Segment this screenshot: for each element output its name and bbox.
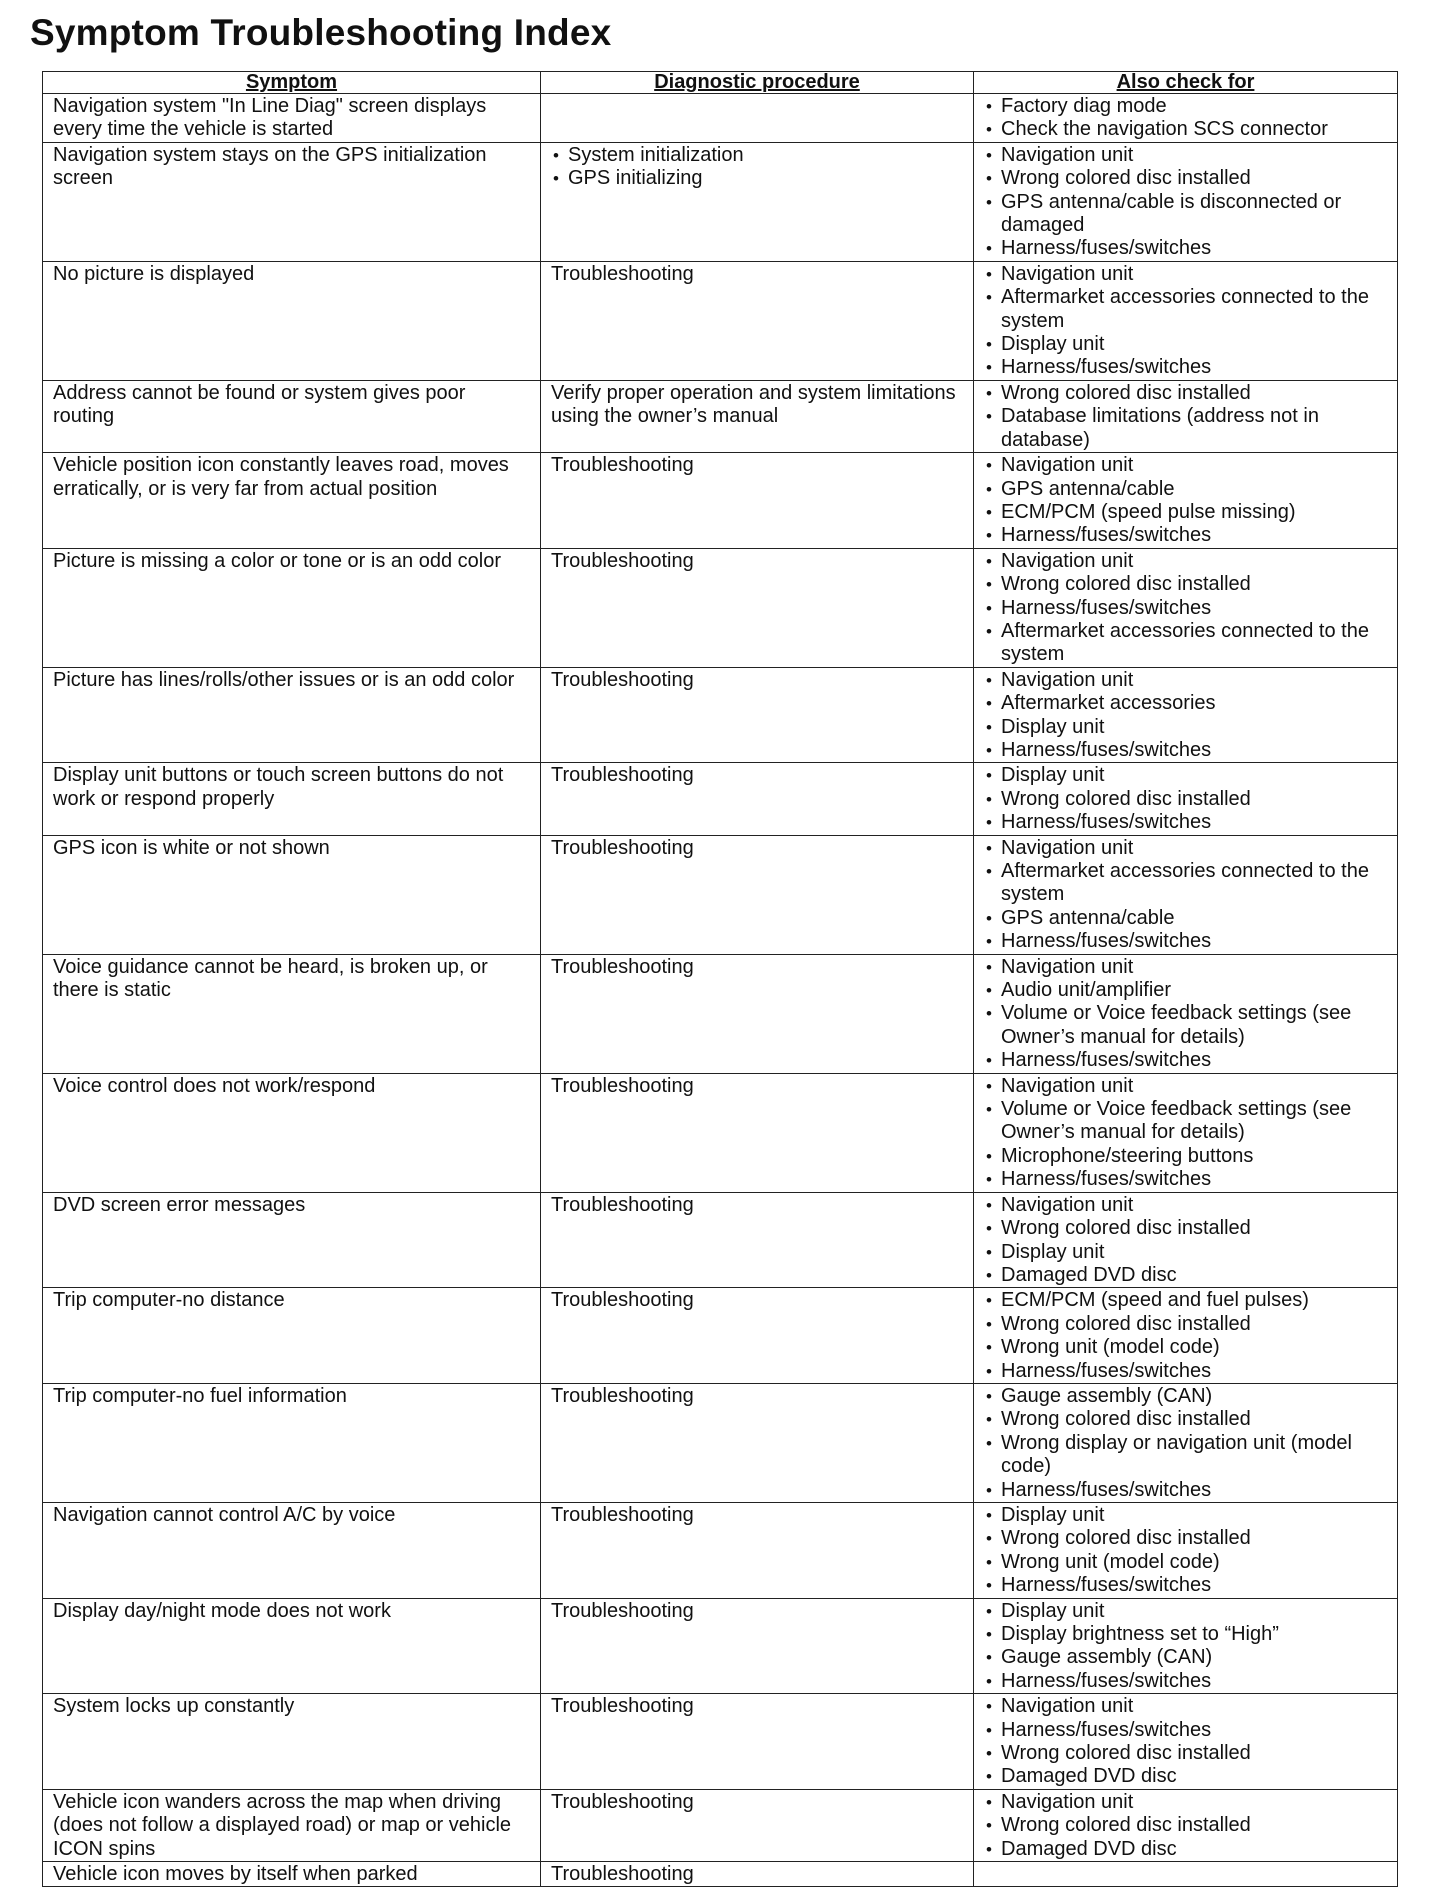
check-list	[984, 95, 1387, 142]
symptom-cell: DVD screen error messages	[43, 1192, 541, 1288]
symptom-cell: Picture is missing a color or tone or is an odd color	[43, 548, 541, 667]
check-item: • Navigation unit	[984, 144, 1387, 167]
check-item: • GPS antenna/cable	[984, 907, 1387, 930]
check-item: • Navigation unit	[984, 550, 1387, 573]
symptom-cell: Voice control does not work/respond	[43, 1073, 541, 1192]
check-item: • Wrong colored disc installed	[984, 1527, 1387, 1550]
check-list	[984, 1791, 1387, 1861]
check-item: • Microphone/steering buttons	[984, 1145, 1387, 1168]
check-item: • Harness/fuses/switches	[984, 1360, 1387, 1383]
procedure-item: • GPS initializing	[551, 167, 963, 190]
check-list	[984, 144, 1387, 261]
table-row	[43, 1383, 1398, 1502]
table-row	[43, 1288, 1398, 1384]
symptom-cell: Voice guidance cannot be heard, is broken up, or there is static	[43, 954, 541, 1073]
also-check-cell	[974, 1288, 1398, 1384]
column-header-symptom: Symptom	[43, 72, 541, 94]
column-header-also-check-for: Also check for	[974, 72, 1398, 94]
check-item: • Wrong colored disc installed	[984, 1814, 1387, 1837]
check-list	[984, 1695, 1387, 1789]
check-item: • Display unit	[984, 1600, 1387, 1623]
symptom-cell: Picture has lines/rolls/other issues or is an odd color	[43, 667, 541, 763]
check-item: • Check the navigation SCS connector	[984, 118, 1387, 141]
check-item: • Wrong colored disc installed	[984, 382, 1387, 405]
check-item: • Display unit	[984, 333, 1387, 356]
check-list	[984, 263, 1387, 380]
check-list	[984, 1504, 1387, 1598]
table-row	[43, 1502, 1398, 1598]
check-item: • Display brightness set to “High”	[984, 1623, 1387, 1646]
table-body	[43, 94, 1398, 1887]
check-item: • Wrong colored disc installed	[984, 1408, 1387, 1431]
also-check-cell	[974, 1383, 1398, 1502]
also-check-cell	[974, 763, 1398, 835]
check-item: • Navigation unit	[984, 1791, 1387, 1814]
also-check-cell	[974, 548, 1398, 667]
diagnostic-procedure-cell: Troubleshooting	[541, 1789, 974, 1861]
diagnostic-procedure-cell: Troubleshooting	[541, 261, 974, 380]
diagnostic-procedure-cell: Troubleshooting	[541, 763, 974, 835]
also-check-cell	[974, 94, 1398, 143]
check-item: • Harness/fuses/switches	[984, 1479, 1387, 1502]
diagnostic-procedure-cell	[541, 94, 974, 143]
check-item: • Wrong unit (model code)	[984, 1336, 1387, 1359]
also-check-cell	[974, 954, 1398, 1073]
check-item: • Volume or Voice feedback settings (see Owner’s manual for details)	[984, 1002, 1387, 1049]
check-list	[984, 956, 1387, 1073]
check-item: • Audio unit/amplifier	[984, 979, 1387, 1002]
also-check-cell	[974, 1694, 1398, 1790]
table-row	[43, 380, 1398, 452]
table-row	[43, 835, 1398, 954]
check-item: • Harness/fuses/switches	[984, 930, 1387, 953]
check-list	[984, 550, 1387, 667]
table-row	[43, 1862, 1398, 1887]
symptom-table	[42, 71, 1398, 1887]
diagnostic-procedure-cell: Troubleshooting	[541, 1192, 974, 1288]
check-list	[984, 382, 1387, 452]
table-row	[43, 1789, 1398, 1861]
check-item: • GPS antenna/cable	[984, 478, 1387, 501]
check-item: • Harness/fuses/switches	[984, 597, 1387, 620]
page-title: Symptom Troubleshooting Index	[30, 12, 612, 53]
check-item: • Wrong colored disc installed	[984, 167, 1387, 190]
check-item: • Harness/fuses/switches	[984, 356, 1387, 379]
check-item: • ECM/PCM (speed pulse missing)	[984, 501, 1387, 524]
check-item: • Wrong colored disc installed	[984, 1313, 1387, 1336]
also-check-cell	[974, 142, 1398, 261]
also-check-cell	[974, 835, 1398, 954]
also-check-cell	[974, 667, 1398, 763]
symptom-cell: Vehicle icon moves by itself when parked	[43, 1862, 541, 1887]
check-item: • Aftermarket accessories	[984, 692, 1387, 715]
check-item: • Harness/fuses/switches	[984, 739, 1387, 762]
check-item: • Factory diag mode	[984, 95, 1387, 118]
symptom-cell: System locks up constantly	[43, 1694, 541, 1790]
symptom-cell: GPS icon is white or not shown	[43, 835, 541, 954]
symptom-cell: Navigation system stays on the GPS initialization screen	[43, 142, 541, 261]
check-item: • Wrong unit (model code)	[984, 1551, 1387, 1574]
check-list	[984, 1075, 1387, 1192]
check-item: • ECM/PCM (speed and fuel pulses)	[984, 1289, 1387, 1312]
check-item: • Wrong colored disc installed	[984, 788, 1387, 811]
also-check-cell	[974, 380, 1398, 452]
check-item: • Navigation unit	[984, 1075, 1387, 1098]
check-item: • Harness/fuses/switches	[984, 1670, 1387, 1693]
check-item: • Damaged DVD disc	[984, 1765, 1387, 1788]
procedure-list	[551, 144, 963, 191]
check-item: • Navigation unit	[984, 669, 1387, 692]
column-header-diagnostic-procedure: Diagnostic procedure	[541, 72, 974, 94]
table-row	[43, 1694, 1398, 1790]
check-item: • Wrong colored disc installed	[984, 573, 1387, 596]
check-list	[984, 1194, 1387, 1288]
check-item: • Damaged DVD disc	[984, 1264, 1387, 1287]
check-list	[984, 1289, 1387, 1383]
diagnostic-procedure-cell: Troubleshooting	[541, 1288, 974, 1384]
check-item: • Damaged DVD disc	[984, 1838, 1387, 1861]
diagnostic-procedure-cell: Troubleshooting	[541, 548, 974, 667]
check-item: • Wrong colored disc installed	[984, 1217, 1387, 1240]
diagnostic-procedure-cell: Troubleshooting	[541, 1862, 974, 1887]
check-list	[984, 837, 1387, 954]
check-item: • Gauge assembly (CAN)	[984, 1646, 1387, 1669]
also-check-cell	[974, 1073, 1398, 1192]
check-item: • Gauge assembly (CAN)	[984, 1385, 1387, 1408]
procedure-item: • System initialization	[551, 144, 963, 167]
diagnostic-procedure-cell: Troubleshooting	[541, 1383, 974, 1502]
table-row	[43, 261, 1398, 380]
symptom-cell: Navigation system "In Line Diag" screen displays every time the vehicle is started	[43, 94, 541, 143]
table-row	[43, 142, 1398, 261]
check-item: • Volume or Voice feedback settings (see Owner’s manual for details)	[984, 1098, 1387, 1145]
check-item: • Aftermarket accessories connected to the system	[984, 620, 1387, 667]
check-list	[984, 1385, 1387, 1502]
symptom-cell: Trip computer-no fuel information	[43, 1383, 541, 1502]
symptom-cell: Display day/night mode does not work	[43, 1598, 541, 1694]
diagnostic-procedure-cell: Troubleshooting	[541, 1502, 974, 1598]
check-item: • Display unit	[984, 764, 1387, 787]
also-check-cell	[974, 1789, 1398, 1861]
check-item: • Harness/fuses/switches	[984, 524, 1387, 547]
diagnostic-procedure-cell: Troubleshooting	[541, 835, 974, 954]
check-item: • Navigation unit	[984, 956, 1387, 979]
check-item: • Harness/fuses/switches	[984, 811, 1387, 834]
symptom-cell: No picture is displayed	[43, 261, 541, 380]
check-item: • Navigation unit	[984, 1695, 1387, 1718]
symptom-cell: Vehicle icon wanders across the map when driving (does not follow a displayed road) or map or vehicle ICON spins	[43, 1789, 541, 1861]
table-row	[43, 667, 1398, 763]
also-check-cell	[974, 1502, 1398, 1598]
table-row	[43, 954, 1398, 1073]
check-item: • Harness/fuses/switches	[984, 1574, 1387, 1597]
also-check-cell	[974, 1192, 1398, 1288]
symptom-cell: Navigation cannot control A/C by voice	[43, 1502, 541, 1598]
symptom-cell: Display unit buttons or touch screen buttons do not work or respond properly	[43, 763, 541, 835]
check-item: • Harness/fuses/switches	[984, 1168, 1387, 1191]
table-row	[43, 1598, 1398, 1694]
check-item: • Wrong display or navigation unit (model code)	[984, 1432, 1387, 1479]
diagnostic-procedure-cell	[541, 142, 974, 261]
symptom-cell: Trip computer-no distance	[43, 1288, 541, 1384]
check-list	[984, 764, 1387, 834]
also-check-cell	[974, 1862, 1398, 1887]
check-item: • Display unit	[984, 1504, 1387, 1527]
check-item: • Aftermarket accessories connected to the system	[984, 860, 1387, 907]
diagnostic-procedure-cell: Troubleshooting	[541, 667, 974, 763]
table-row	[43, 548, 1398, 667]
check-item: • Aftermarket accessories connected to the system	[984, 286, 1387, 333]
check-list	[984, 669, 1387, 763]
diagnostic-procedure-cell: Troubleshooting	[541, 1598, 974, 1694]
diagnostic-procedure-cell: Verify proper operation and system limitations using the owner’s manual	[541, 380, 974, 452]
also-check-cell	[974, 453, 1398, 549]
table-header-row	[43, 72, 1398, 94]
check-list	[984, 1600, 1387, 1694]
check-item: • Harness/fuses/switches	[984, 1719, 1387, 1742]
check-item: • GPS antenna/cable is disconnected or damaged	[984, 191, 1387, 238]
check-item: • Database limitations (address not in database)	[984, 405, 1387, 452]
diagnostic-procedure-cell: Troubleshooting	[541, 1694, 974, 1790]
check-item: • Display unit	[984, 1241, 1387, 1264]
table-row	[43, 1073, 1398, 1192]
check-item: • Navigation unit	[984, 454, 1387, 477]
diagnostic-procedure-cell: Troubleshooting	[541, 954, 974, 1073]
diagnostic-procedure-cell: Troubleshooting	[541, 1073, 974, 1192]
diagnostic-procedure-cell: Troubleshooting	[541, 453, 974, 549]
check-item: • Harness/fuses/switches	[984, 237, 1387, 260]
check-list	[984, 454, 1387, 548]
also-check-cell	[974, 1598, 1398, 1694]
symptom-cell: Address cannot be found or system gives poor routing	[43, 380, 541, 452]
table-row	[43, 453, 1398, 549]
check-item: • Wrong colored disc installed	[984, 1742, 1387, 1765]
check-item: • Navigation unit	[984, 263, 1387, 286]
table-row	[43, 94, 1398, 143]
check-item: • Navigation unit	[984, 837, 1387, 860]
symptom-cell: Vehicle position icon constantly leaves road, moves erratically, or is very far from actual position	[43, 453, 541, 549]
check-item: • Harness/fuses/switches	[984, 1049, 1387, 1072]
check-item: • Navigation unit	[984, 1194, 1387, 1217]
check-item: • Display unit	[984, 716, 1387, 739]
table-row	[43, 1192, 1398, 1288]
also-check-cell	[974, 261, 1398, 380]
table-row	[43, 763, 1398, 835]
